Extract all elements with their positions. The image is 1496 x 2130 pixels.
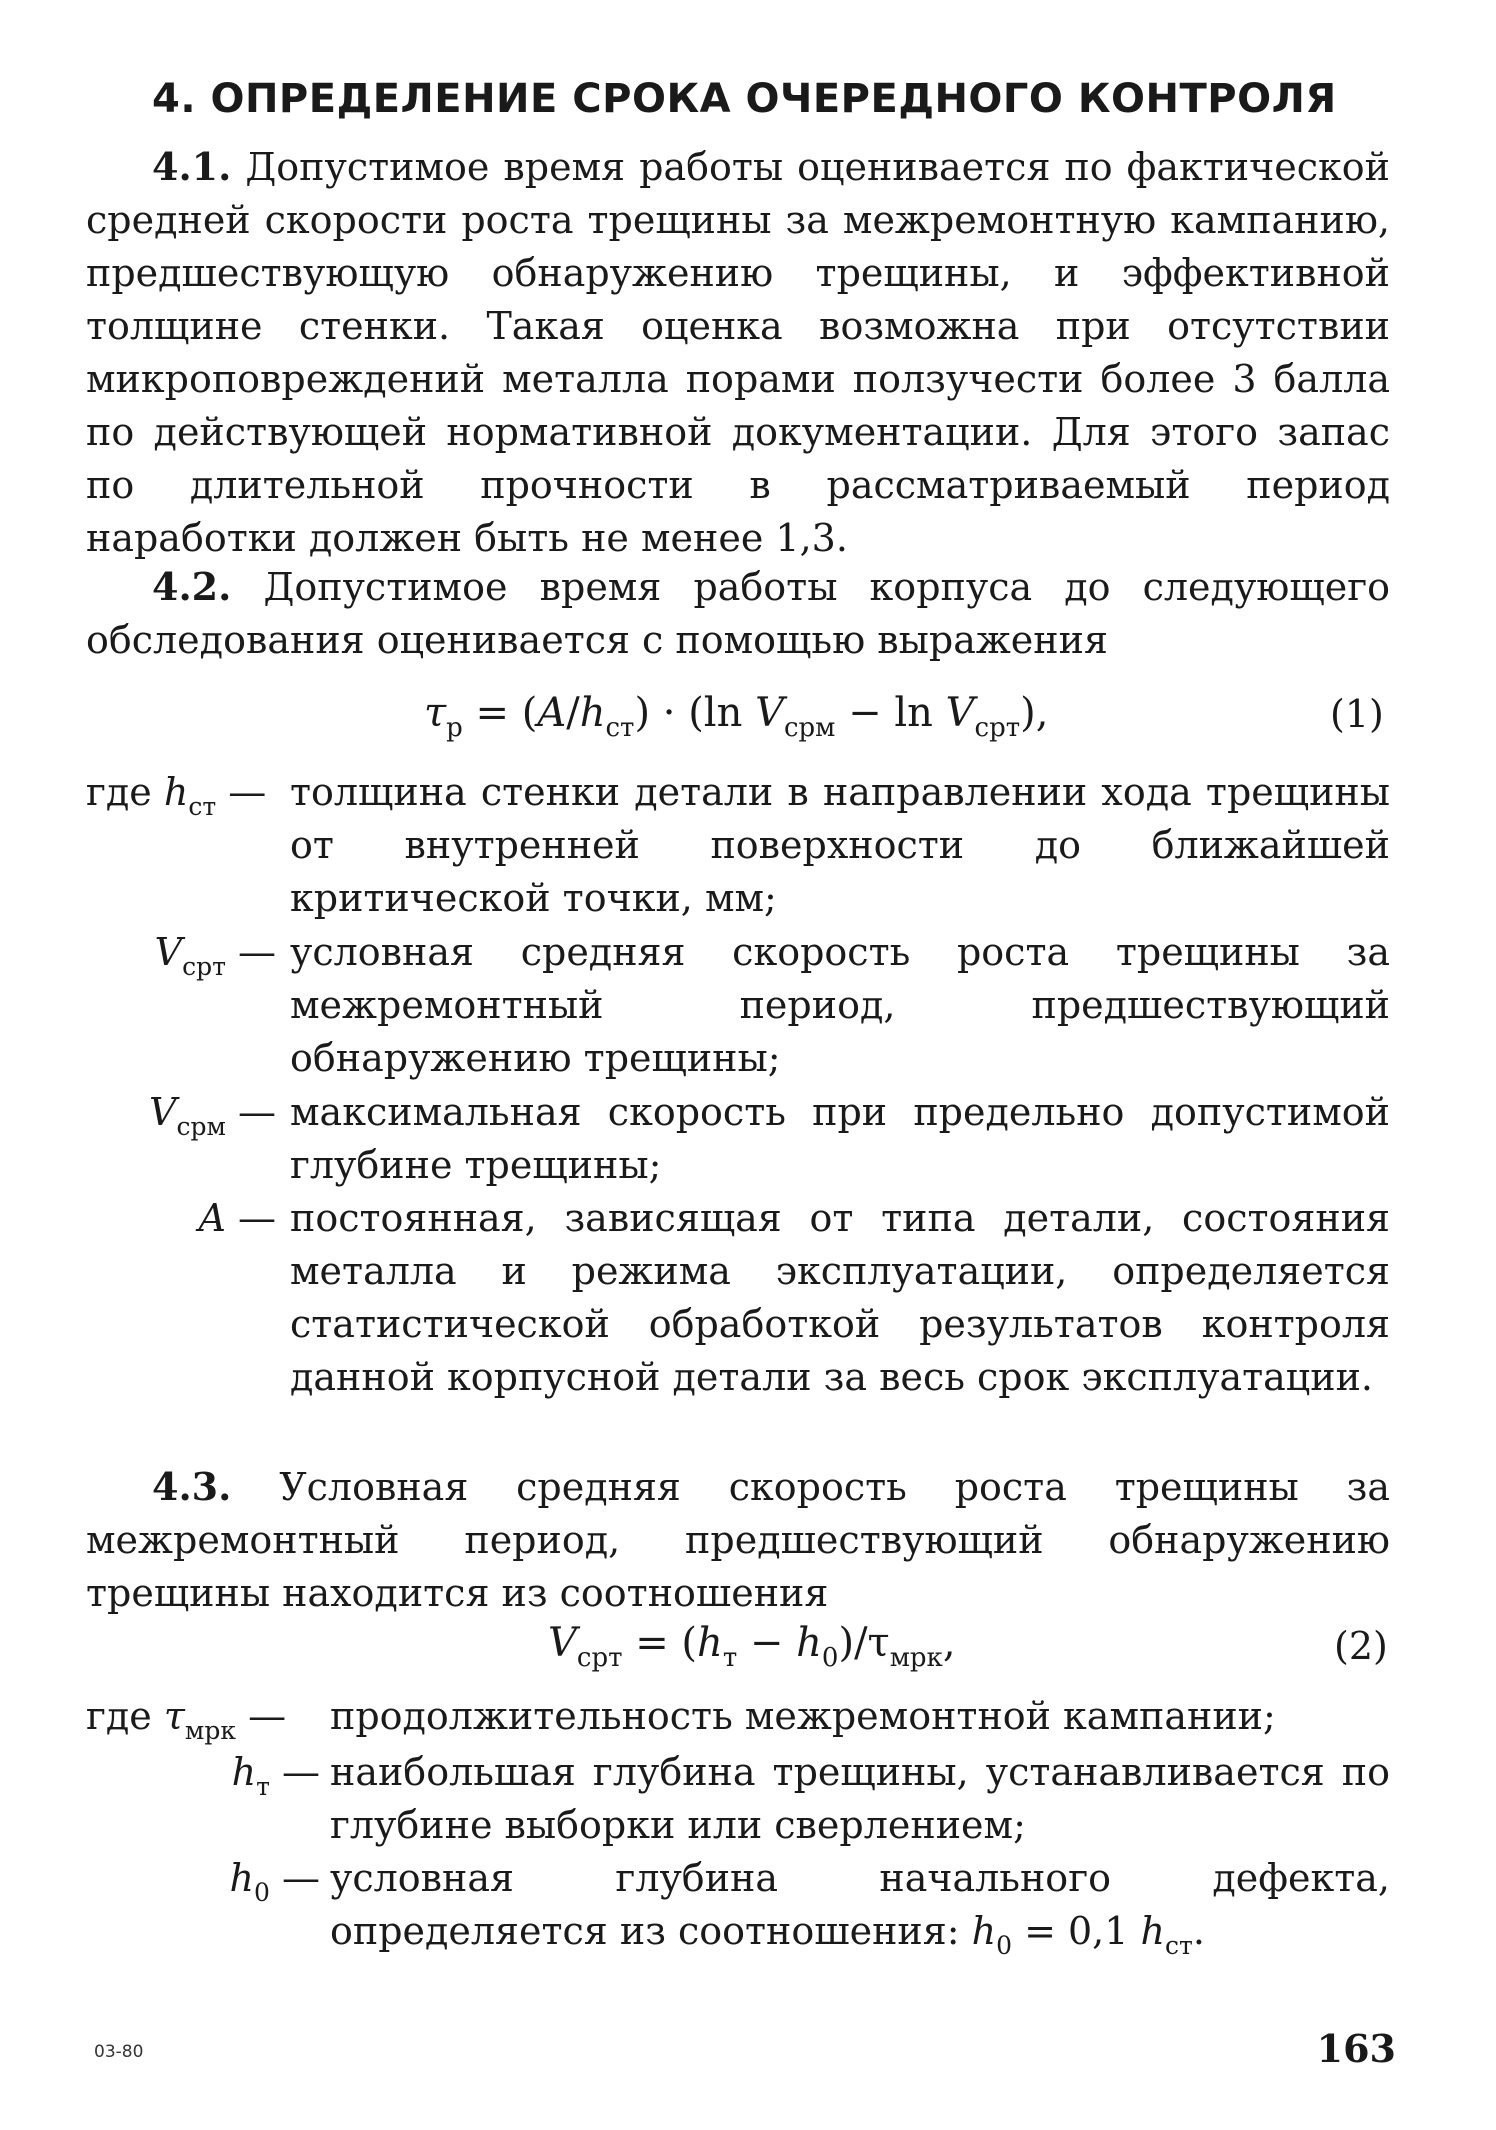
definition-label <box>86 1192 276 1245</box>
definition-subscript: срм <box>176 1112 226 1141</box>
where-word: где <box>86 770 164 814</box>
definition-text: условная средняя скорость роста трещины за межремонтный период, предшествующий обнаружению трещины; <box>290 930 1390 1080</box>
formula-subscript: ст <box>605 713 635 743</box>
where-word: где <box>86 1694 164 1738</box>
definition-dash: — <box>216 770 267 814</box>
definition-symbol: h <box>229 1856 254 1900</box>
formula-subscript: срт <box>576 1643 623 1673</box>
page-number: 163 <box>1316 2026 1396 2071</box>
paragraph-text: Условная средняя скорость роста трещины за межремонтный период, предшествующий обнаружению трещины находится из соотношения <box>86 1465 1390 1615</box>
formula-operator: = ( <box>622 1620 698 1666</box>
definition-symbol: V <box>154 930 183 974</box>
formula-subscript: срм <box>783 713 836 743</box>
clause-number: 4.3. <box>152 1464 232 1509</box>
clause-number: 4.1. <box>152 144 232 189</box>
formula-operator: = ( <box>462 690 538 736</box>
formula-operator: ) · (ln <box>634 690 756 736</box>
definition-dash: — <box>225 930 276 974</box>
section-heading: 4. ОПРЕДЕЛЕНИЕ СРОКА ОЧЕРЕДНОГО КОНТРОЛЯ <box>152 76 1337 122</box>
definition-label <box>86 1086 276 1139</box>
formula-symbol: h <box>1140 1909 1165 1953</box>
definition-subscript: мрк <box>184 1716 236 1745</box>
definition-text: наибольшая глубина трещины, устанавливается по глубине выборки или сверлением; <box>330 1750 1390 1847</box>
formula-symbol: V <box>755 690 784 736</box>
formula-symbol: τ <box>424 690 447 736</box>
paragraph-4-1 <box>86 140 1390 565</box>
formula-subscript: р <box>446 713 463 743</box>
formula-subscript: т <box>722 1643 738 1673</box>
formula-subscript: 0 <box>821 1643 839 1673</box>
paragraph-4-3 <box>86 1460 1390 1620</box>
definition-label <box>86 1852 320 1905</box>
formula-symbol: h <box>579 690 606 736</box>
definition-symbol: τ <box>163 1694 185 1738</box>
paragraph-text: Допустимое время работы корпуса до следующего обследования оценивается с помощью выражения <box>86 565 1390 662</box>
paragraph-4-2 <box>86 560 1390 667</box>
definition-subscript: 0 <box>254 1878 270 1907</box>
definition-dash: — <box>269 1856 320 1900</box>
definition-dash: — <box>235 1694 287 1738</box>
definition-symbol: h <box>163 770 189 814</box>
clause-number: 4.2. <box>152 564 232 609</box>
formula-operator: / <box>566 690 580 736</box>
definition-text-part: условная глубина начального дефекта, определяется из соотношения: <box>330 1856 1390 1953</box>
formula-symbol: h <box>971 1909 997 1953</box>
definition-text: постоянная, зависящая от типа детали, состояния металла и режима эксплуатации, определяется статистической обработкой результатов контроля данной корпусной детали за весь срок эксплуатации. <box>290 1196 1390 1399</box>
formula-operator: = 0,1 <box>1011 1909 1141 1953</box>
definition-subscript: т <box>256 1772 270 1801</box>
formula-symbol: V <box>945 690 975 736</box>
formula-symbol: A <box>537 690 567 736</box>
formula-operator: )/τ <box>838 1620 890 1666</box>
formula-operator: − ln <box>835 690 946 736</box>
definition-text: продолжительность межремонтной кампании; <box>330 1694 1276 1738</box>
definition-subscript: срт <box>182 952 226 981</box>
formula-symbol: h <box>796 1620 822 1666</box>
definition-label <box>86 926 276 979</box>
formula-subscript: срт <box>974 713 1021 743</box>
definition-dash: — <box>269 1750 320 1794</box>
definition-label <box>86 1690 346 1743</box>
formula-symbol: V <box>548 1620 577 1666</box>
definition-label <box>86 1746 320 1799</box>
formula-operator: . <box>1192 1909 1205 1953</box>
formula-symbol: h <box>697 1620 723 1666</box>
formula-subscript: ст <box>1164 1931 1193 1960</box>
definition-dash: — <box>225 1196 276 1240</box>
definition-text <box>330 1852 1390 1958</box>
formula-operator: , <box>942 1620 956 1666</box>
definition-subscript: ст <box>188 792 217 821</box>
definition-dash: — <box>225 1090 276 1134</box>
equation-number: (1) <box>1330 692 1384 736</box>
formula-2 <box>548 1620 956 1673</box>
definition-text: максимальная скорость при предельно допустимой глубине трещины; <box>290 1090 1390 1187</box>
formula-subscript: мрк <box>889 1643 943 1673</box>
formula-subscript: 0 <box>996 1931 1012 1960</box>
definition-symbol: V <box>149 1090 177 1134</box>
definition-symbol: h <box>231 1750 257 1794</box>
formula-operator: ), <box>1020 690 1049 736</box>
formula-operator: − <box>737 1620 797 1666</box>
definition-label <box>86 766 314 819</box>
paragraph-text: Допустимое время работы оценивается по фактической средней скорости роста трещины за межремонтную кампанию, предшествующую обнаружению трещины, и эффективной толщине стенки. Такая оценка возможна при отсутствии микроповреждений металла порами ползучести более 3 балла по действующей нормативной документации. Для этого запас по длительной прочности в рассматриваемый период наработки должен быть не менее 1,3. <box>86 145 1390 560</box>
formula-1 <box>424 690 1049 743</box>
print-code: 03-80 <box>94 2042 144 2062</box>
definition-text: толщина стенки детали в направлении хода трещины от внутренней поверхности до ближайшей критической точки, мм; <box>290 770 1390 920</box>
definition-symbol: A <box>198 1196 226 1240</box>
equation-number: (2) <box>1334 1624 1388 1668</box>
